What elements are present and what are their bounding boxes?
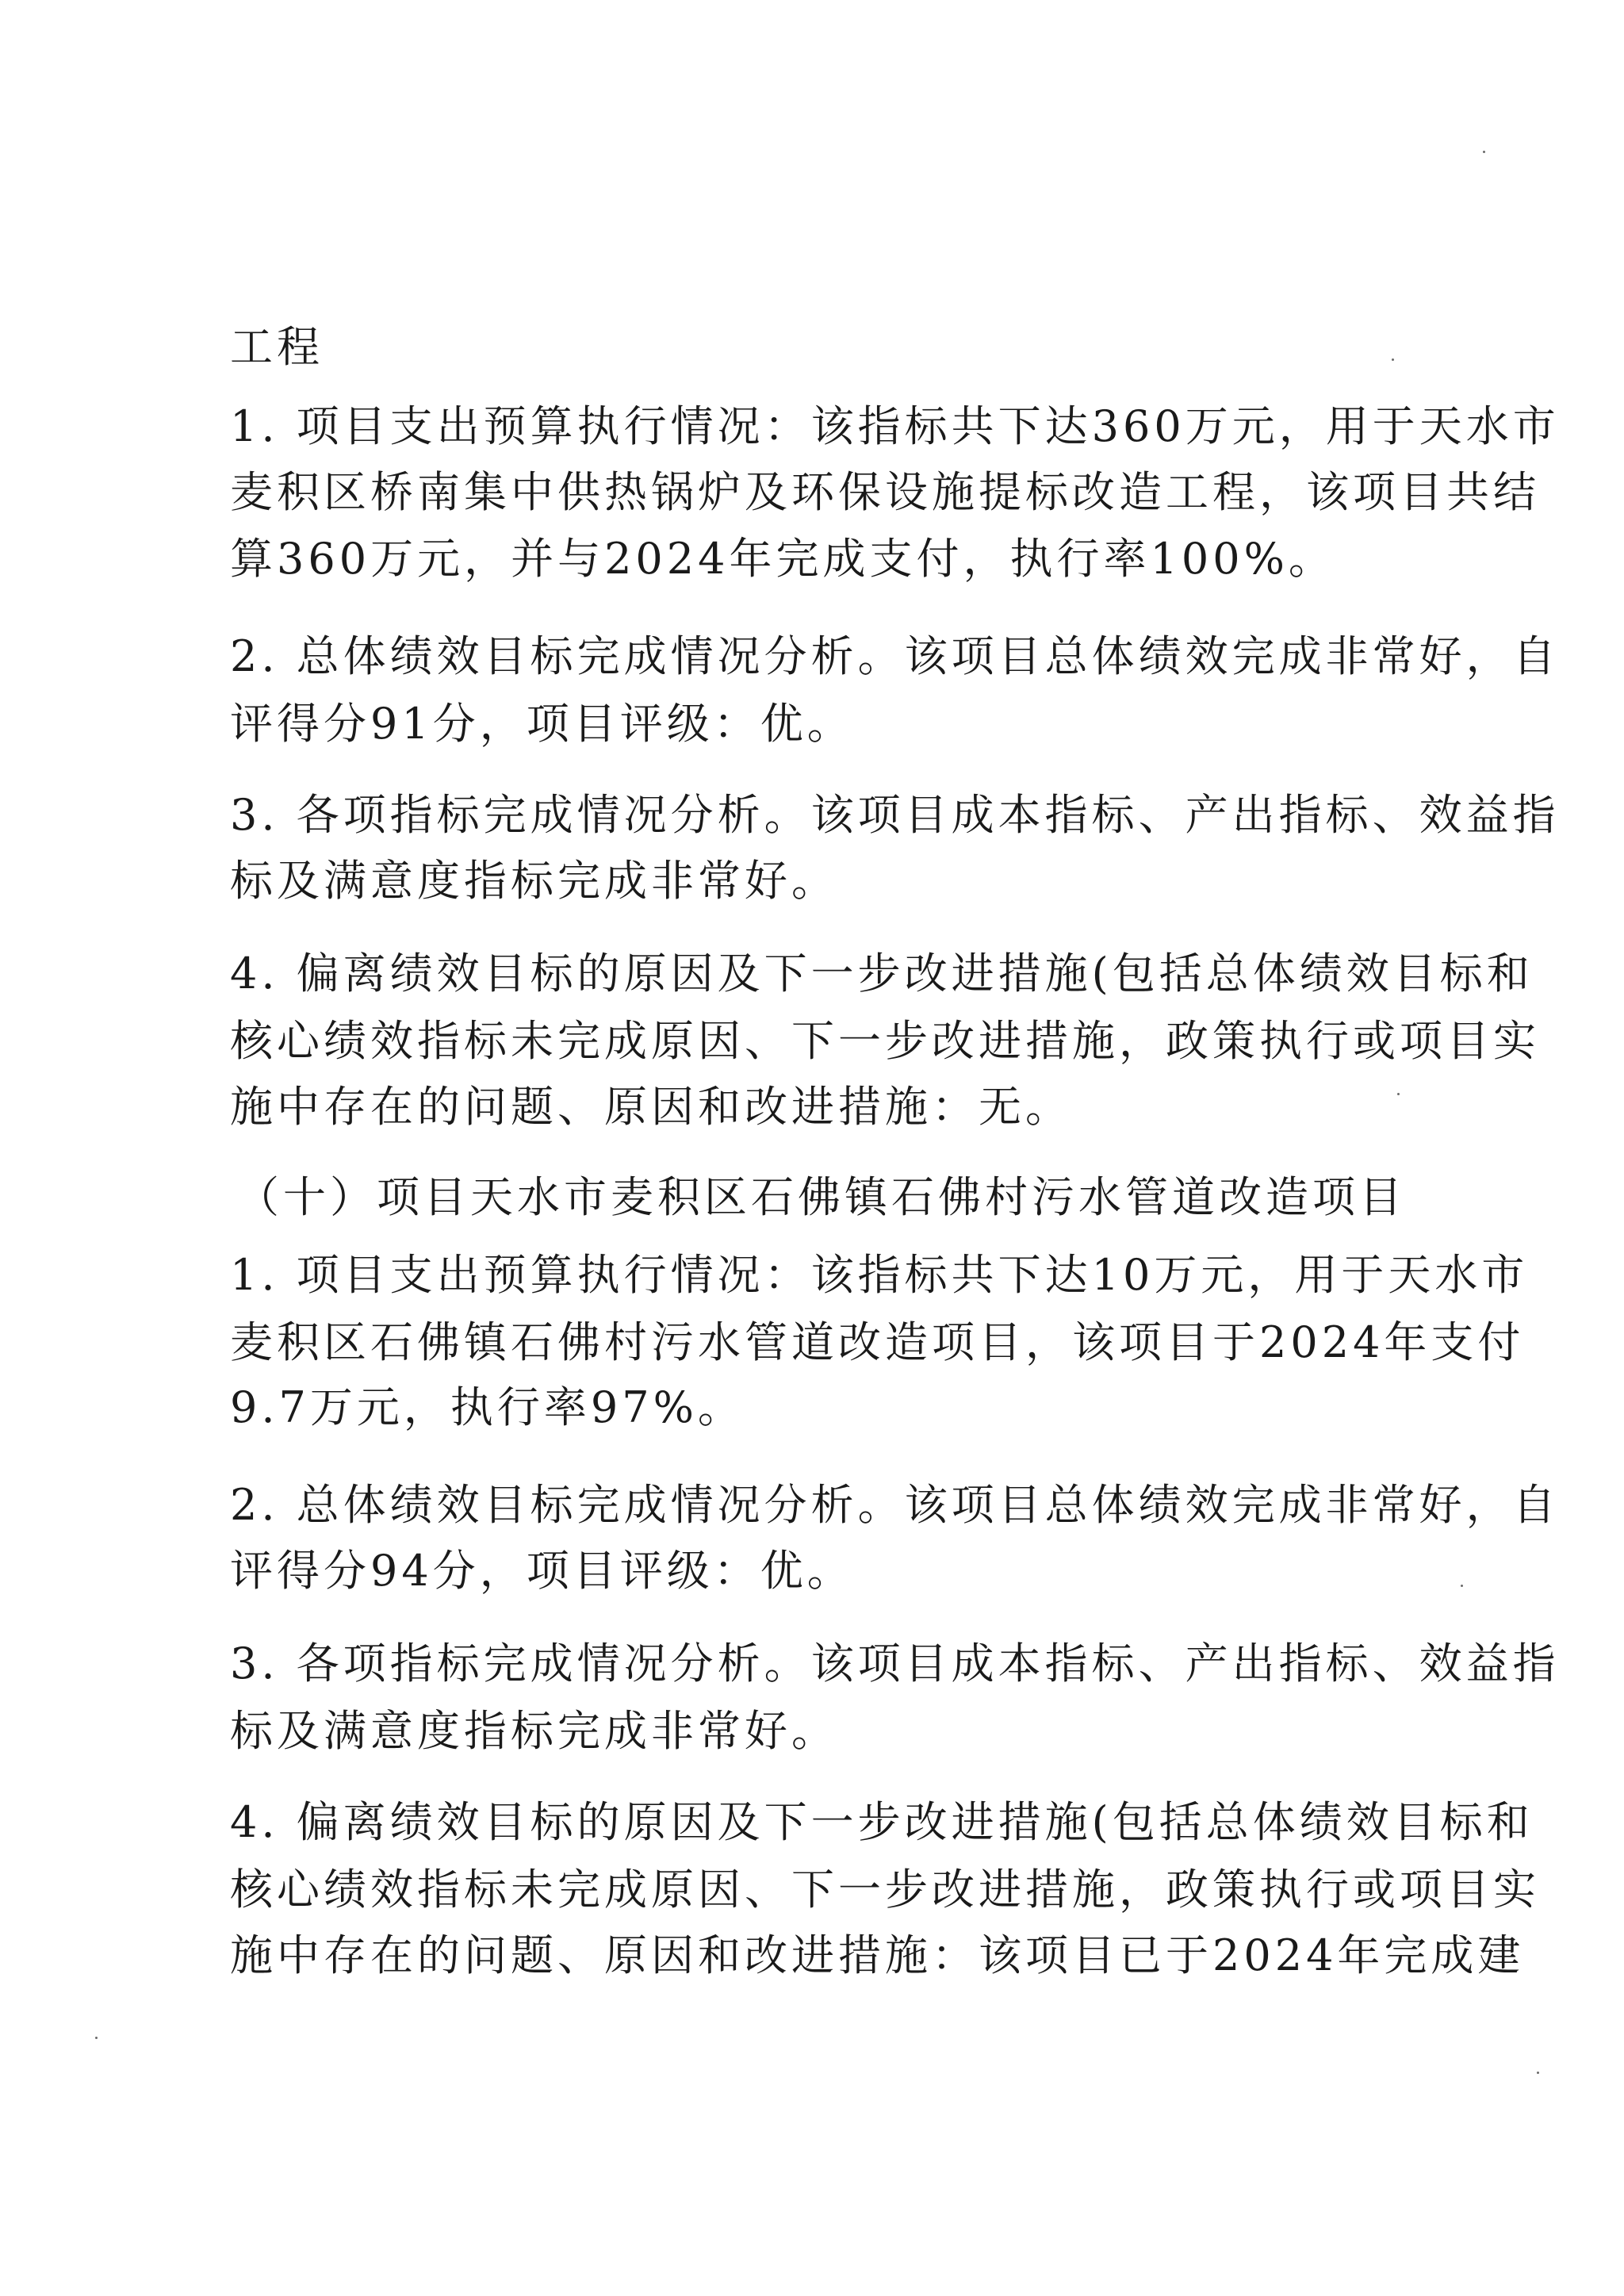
paragraph-line: 1. 项目支出预算执行情况：该指标共下达10万元，用于天水市 [230, 1250, 1529, 1300]
paragraph-line: 2. 总体绩效目标完成情况分析。该项目总体绩效完成非常好，自 [230, 631, 1560, 681]
scan-speck [1537, 2072, 1539, 2074]
paragraph-line: 标及满意度指标完成非常好。 [230, 856, 838, 906]
paragraph-line: 核心绩效指标未完成原因、下一步改进措施，政策执行或项目实 [230, 1016, 1540, 1066]
paragraph-line: 施中存在的问题、原因和改进措施：该项目已于2024年完成建 [230, 1930, 1525, 1980]
paragraph-line: 4. 偏离绩效目标的原因及下一步改进措施(包括总体绩效目标和 [230, 1797, 1534, 1847]
paragraph-line: 3. 各项指标完成情况分析。该项目成本指标、产出指标、效益指 [230, 1639, 1560, 1688]
paragraph-line: 4. 偏离绩效目标的原因及下一步改进措施(包括总体绩效目标和 [230, 949, 1534, 999]
paragraph-line: 算360万元，并与2024年完成支付，执行率100%。 [230, 534, 1335, 584]
scan-speck [1392, 358, 1394, 361]
paragraph-line: 核心绩效指标未完成原因、下一步改进措施，政策执行或项目实 [230, 1865, 1540, 1915]
paragraph-line: 评得分91分，项目评级：优。 [230, 699, 854, 749]
scan-speck [1461, 1585, 1463, 1587]
scan-speck [1397, 1093, 1400, 1095]
paragraph-line: 3. 各项指标完成情况分析。该项目成本指标、产出指标、效益指 [230, 790, 1560, 840]
paragraph-line: 麦积区桥南集中供热锅炉及环保设施提标改造工程，该项目共结 [230, 467, 1540, 517]
scan-speck [95, 2037, 98, 2039]
paragraph-line: 2. 总体绩效目标完成情况分析。该项目总体绩效完成非常好，自 [230, 1480, 1560, 1530]
paragraph-line: 9.7万元，执行率97%。 [230, 1382, 745, 1432]
paragraph-line: 1. 项目支出预算执行情况：该指标共下达360万元，用于天水市 [230, 401, 1560, 451]
paragraph-line: 标及满意度指标完成非常好。 [230, 1706, 838, 1756]
paragraph-line: 评得分94分，项目评级：优。 [230, 1546, 854, 1596]
heading-fragment: 工程 [230, 322, 324, 372]
scan-speck [1483, 151, 1485, 153]
paragraph-line: 施中存在的问题、原因和改进措施：无。 [230, 1082, 1072, 1132]
section-10-title: （十）项目天水市麦积区石佛镇石佛村污水管道改造项目 [236, 1172, 1406, 1222]
paragraph-line: 麦积区石佛镇石佛村污水管道改造项目，该项目于2024年支付 [230, 1317, 1525, 1367]
